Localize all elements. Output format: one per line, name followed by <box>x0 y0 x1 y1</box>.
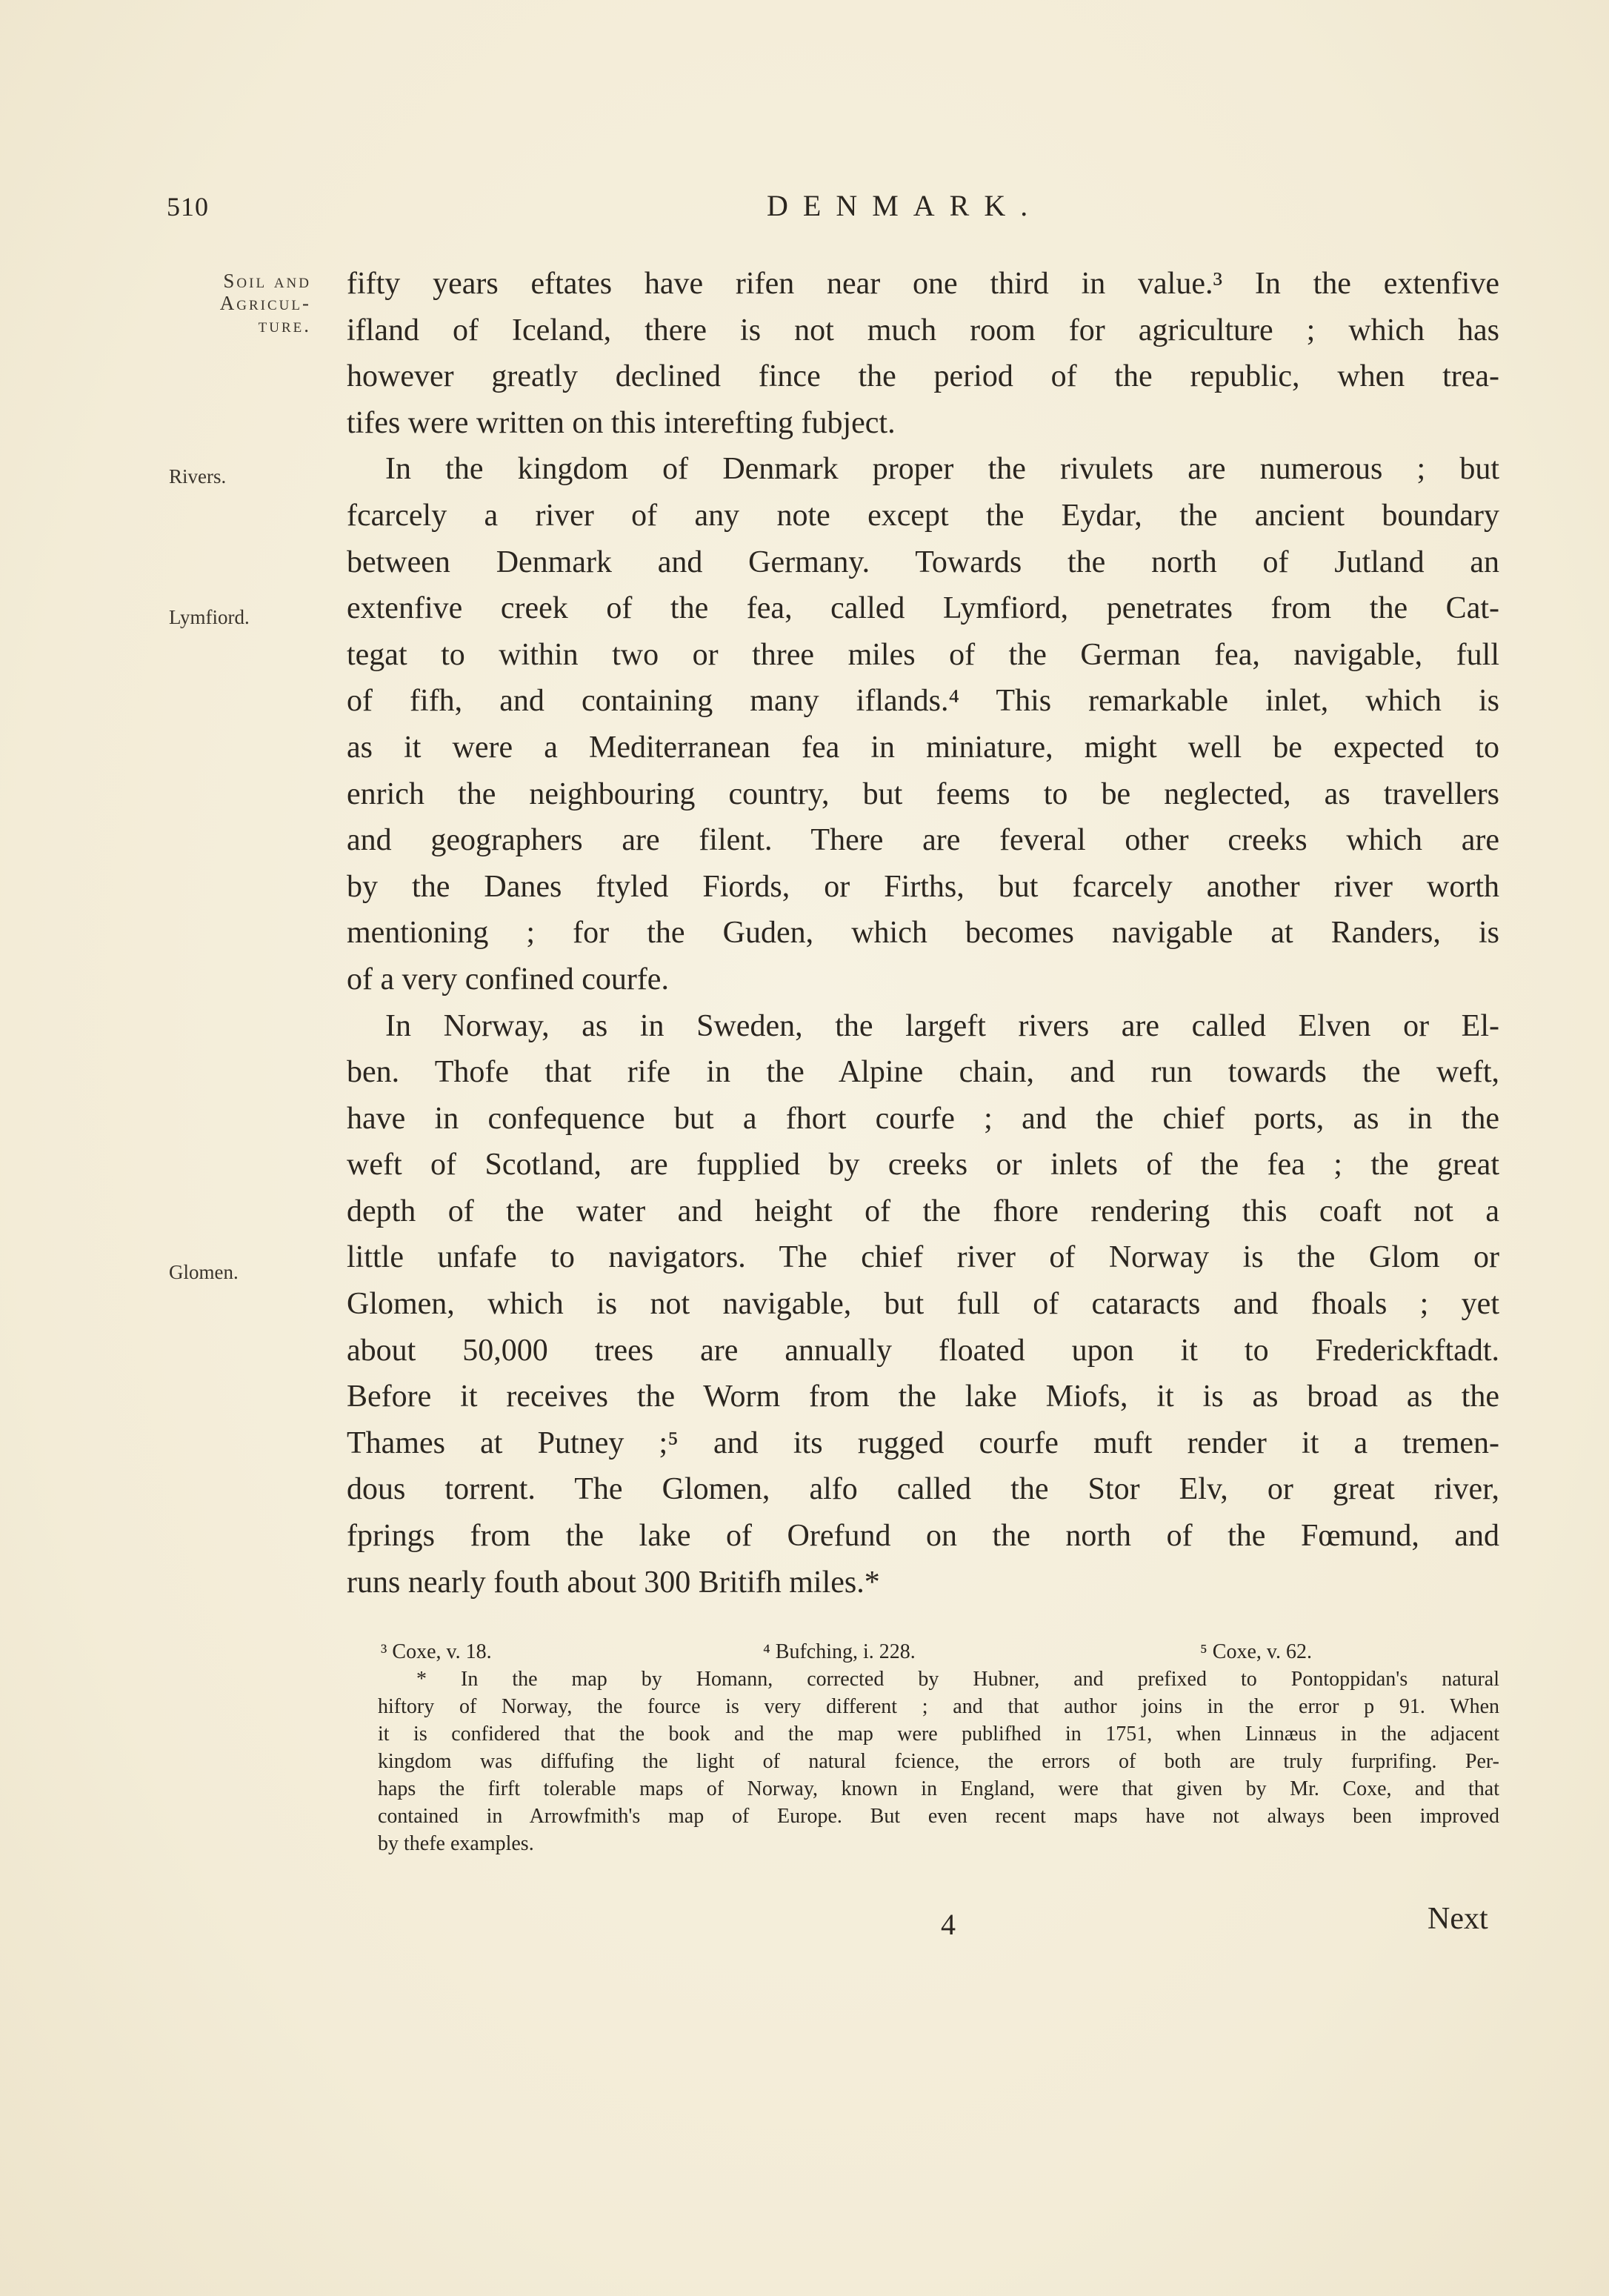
footnote-star-line: * In the map by Homann, corrected by Hubner, and prefixed to Pontoppidan's natural <box>416 1668 1499 1691</box>
body-line: In the kingdom of Denmark proper the rivulets are numerous ; but <box>385 452 1499 487</box>
body-line: little unfafe to navigators. The chief river of Norway is the Glom or <box>347 1240 1499 1275</box>
body-line: of a very confined courfe. <box>347 962 669 996</box>
body-line: Thames at Putney ;⁵ and its rugged courfe muft render it a tremen- <box>347 1425 1499 1460</box>
body-line: Glomen, which is not navigable, but full of cataracts and fhoals ; yet <box>347 1287 1499 1322</box>
footnote-star-line: it is confidered that the book and the map were publifhed in 1751, when Linnæus in the adjacent <box>378 1723 1499 1746</box>
margin-note-line: Soil and <box>223 270 311 292</box>
body-line: by the Danes ftyled Fiords, or Firths, but fcarcely another river worth <box>347 869 1499 904</box>
margin-note-lymfiord: Lymfiord. <box>169 606 250 628</box>
footnote-star-line: kingdom was diffufing the light of natural fcience, the errors of both are truly furprifing. Per- <box>378 1750 1499 1773</box>
footnote-star-line: hiftory of Norway, the fource is very different ; and that author joins in the error p 91. When <box>378 1695 1499 1718</box>
margin-note-line: Agricul- <box>219 292 311 314</box>
footnote-3: ³ Coxe, v. 18. <box>381 1640 492 1663</box>
margin-note-soil-and-agriculture <box>178 270 311 336</box>
body-line: In Norway, as in Sweden, the largeft rivers are called Elven or El- <box>385 1008 1499 1043</box>
body-line: depth of the water and height of the fhore rendering this coaft not a <box>347 1194 1499 1228</box>
body-line: tifes were written on this interefting fubject. <box>347 405 896 440</box>
body-line: fifty years eftates have rifen near one third in value.³ In the extenfive <box>347 267 1499 301</box>
body-line: about 50,000 trees are annually floated upon it to Frederickftadt. <box>347 1333 1499 1368</box>
signature-mark: 4 <box>941 1908 956 1941</box>
body-line: fprings from the lake of Orefund on the north of the Fœmund, and <box>347 1519 1499 1554</box>
catchword: Next <box>1428 1902 1488 1936</box>
body-line: of fifh, and containing many iflands.⁴ This remarkable inlet, which is <box>347 684 1499 719</box>
body-line: tegat to within two or three miles of the German fea, navigable, full <box>347 637 1499 672</box>
footnote-star-line: haps the firft tolerable maps of Norway, known in England, were that given by Mr. Coxe, and that <box>378 1777 1499 1800</box>
footnote-5: ⁵ Coxe, v. 62. <box>1200 1640 1313 1663</box>
margin-note-rivers: Rivers. <box>169 465 227 488</box>
body-text <box>347 261 1499 1605</box>
body-line: have in confequence but a fhort courfe ; and the chief ports, as in the <box>347 1101 1499 1136</box>
footnote-star-line: by thefe examples. <box>378 1832 534 1855</box>
page-number: 510 <box>167 192 209 222</box>
body-line: weft of Scotland, are fupplied by creeks or inlets of the fea ; the great <box>347 1148 1499 1182</box>
body-line: and geographers are filent. There are feveral other creeks which are <box>347 823 1499 858</box>
body-line: mentioning ; for the Guden, which becomes navigable at Randers, is <box>347 916 1499 951</box>
body-line: Before it receives the Worm from the lake Miofs, it is as broad as the <box>347 1380 1499 1414</box>
page-header <box>0 191 1609 236</box>
footnote-star-line: contained in Arrowfmith's map of Europe. But even recent maps have not always been improved <box>378 1805 1499 1828</box>
body-line: however greatly declined fince the period of the republic, when trea- <box>347 359 1499 394</box>
body-line: extenfive creek of the fea, called Lymfiord, penetrates from the Cat- <box>347 591 1499 626</box>
body-line: runs nearly fouth about 300 Britifh miles.* <box>347 1565 880 1600</box>
footnote-4: ⁴ Bufching, i. 228. <box>763 1640 916 1663</box>
body-line: fcarcely a river of any note except the Eydar, the ancient boundary <box>347 498 1499 533</box>
margin-note-line: ture. <box>258 314 311 336</box>
body-line: dous torrent. The Glomen, alfo called the Stor Elv, or great river, <box>347 1472 1499 1507</box>
footnotes <box>378 1639 1499 1857</box>
body-line: enrich the neighbouring country, but feems to be neglected, as travellers <box>347 776 1499 811</box>
body-line: ifland of Iceland, there is not much room for agriculture ; which has <box>347 313 1499 347</box>
footnote-references <box>378 1639 1499 1666</box>
running-head: DENMARK. <box>767 189 1043 222</box>
body-line: between Denmark and Germany. Towards the north of Jutland an <box>347 545 1499 579</box>
body-line: ben. Thofe that rife in the Alpine chain, and run towards the weft, <box>347 1055 1499 1090</box>
margin-note-glomen: Glomen. <box>169 1261 239 1283</box>
body-line: as it were a Mediterranean fea in miniature, might well be expected to <box>347 730 1499 765</box>
